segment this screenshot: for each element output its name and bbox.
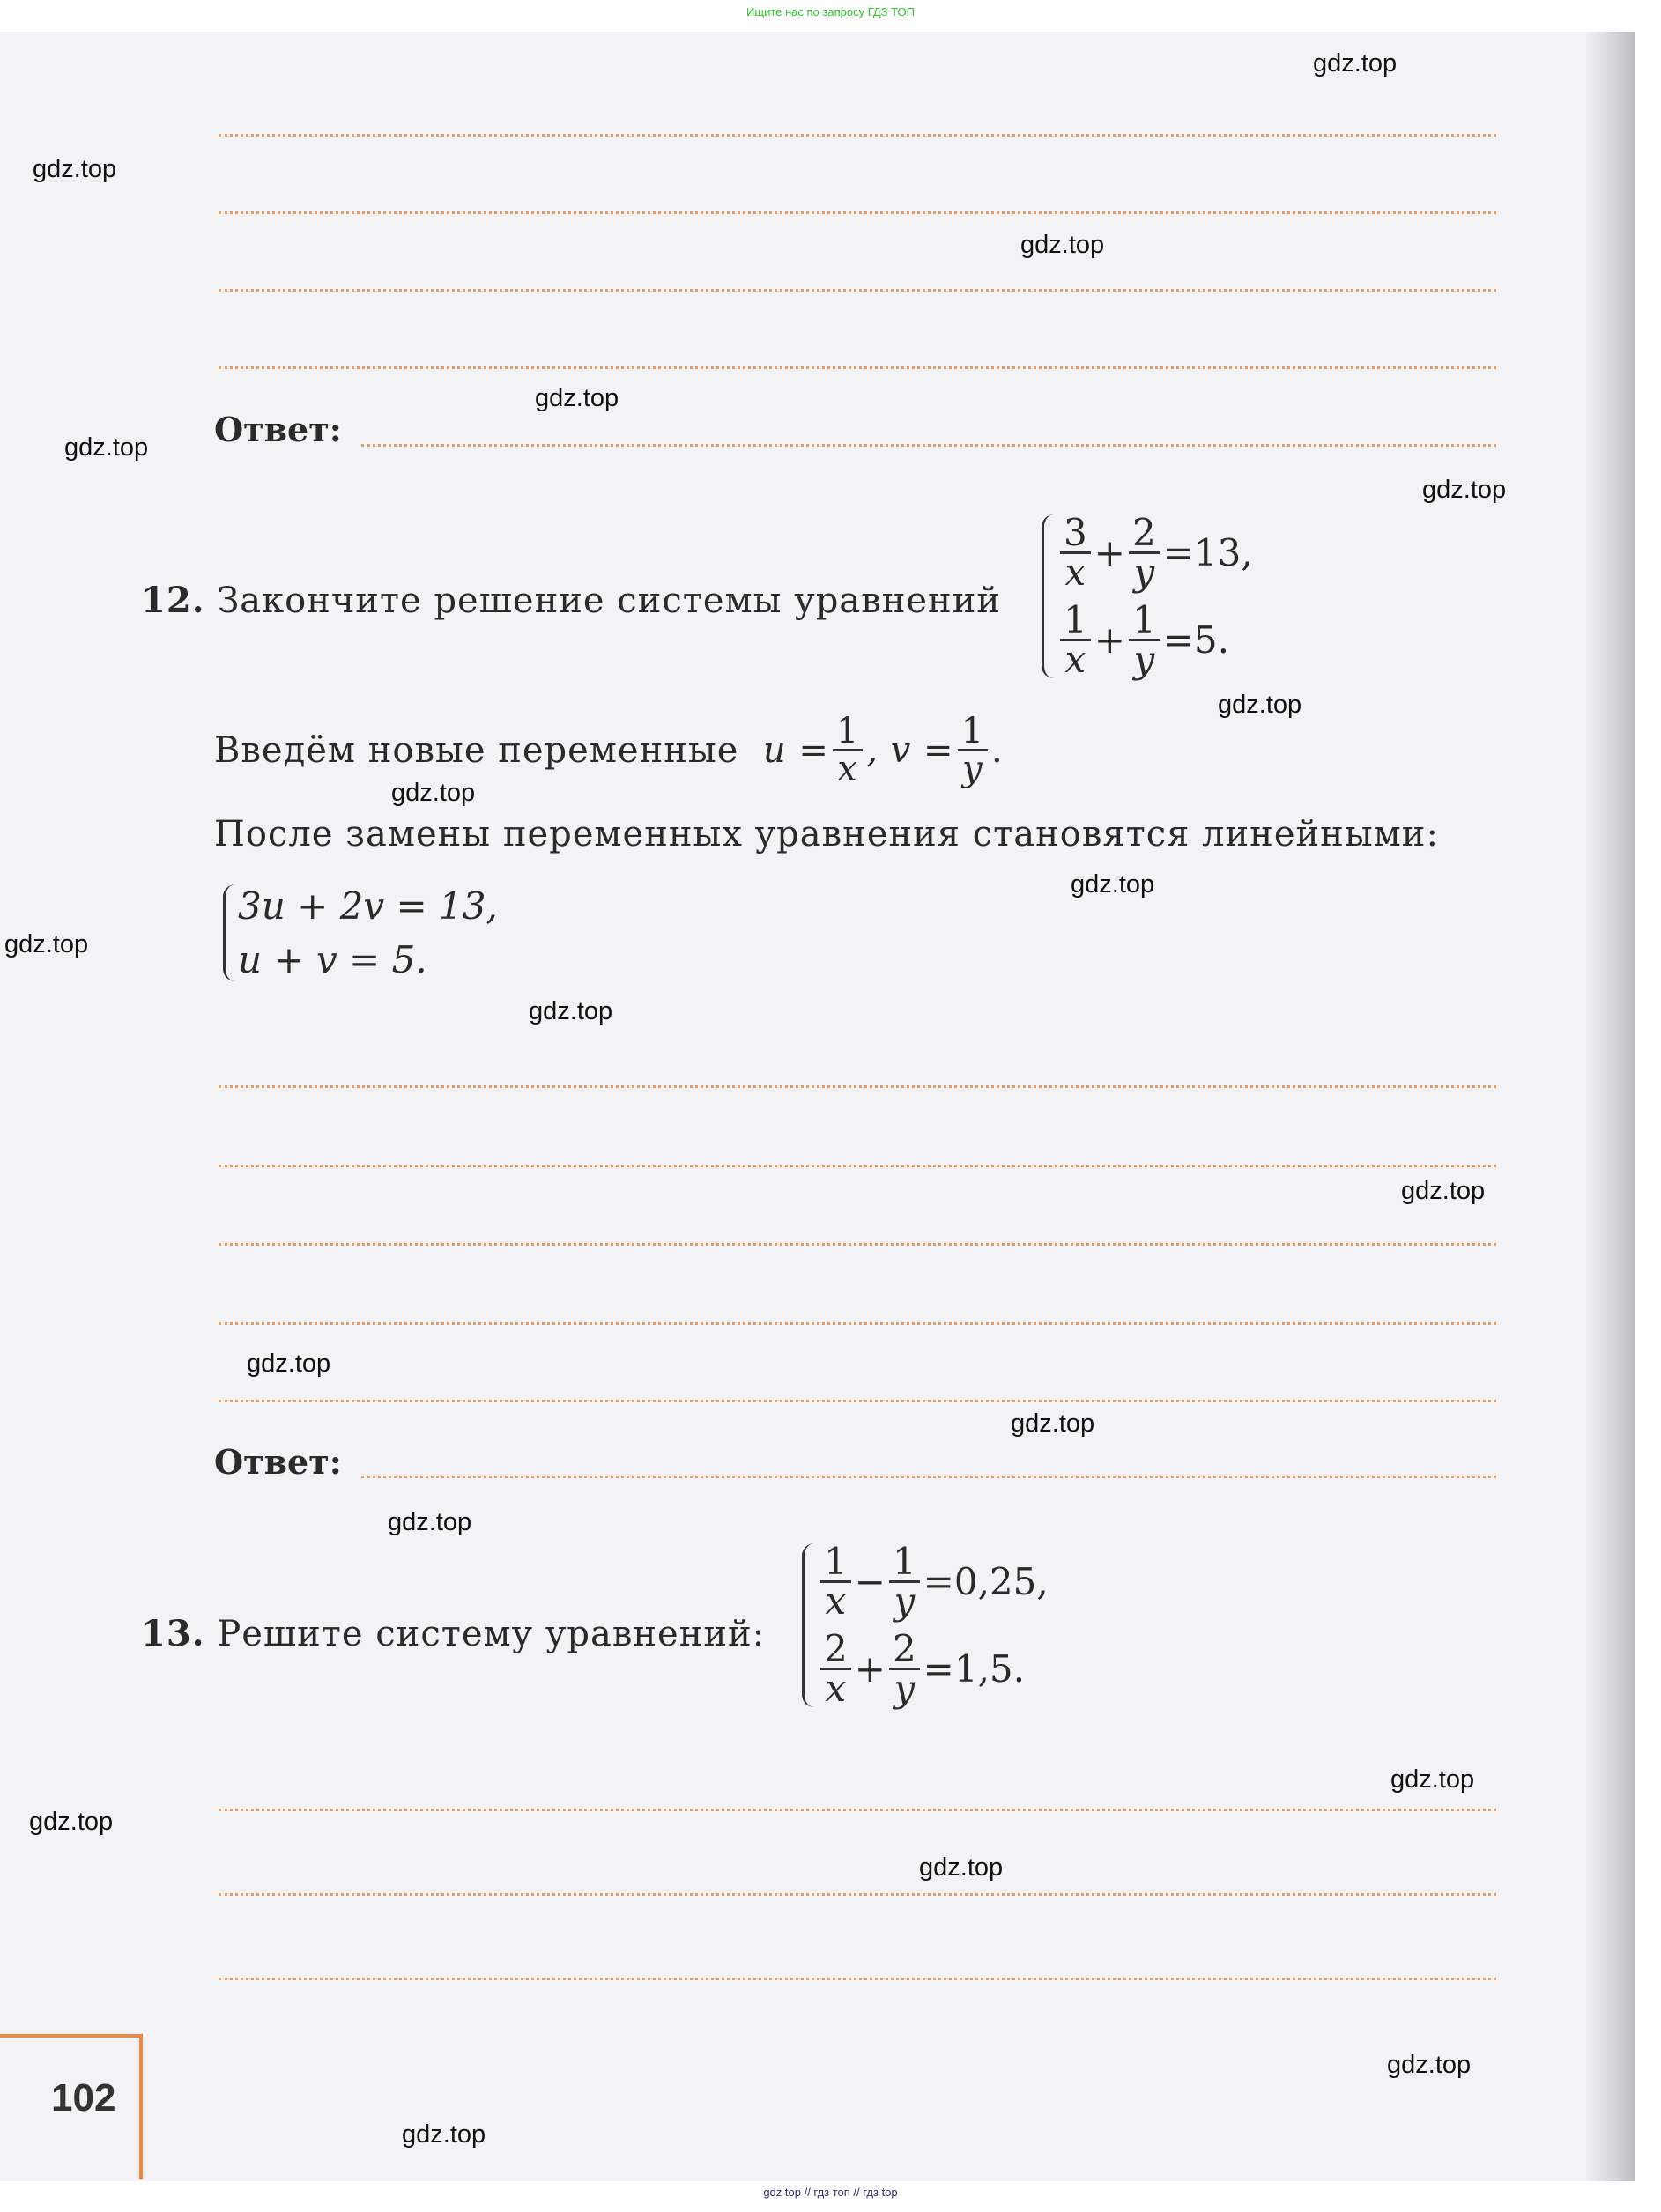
answer-line [219, 134, 1496, 137]
problem-number: 13. [141, 1613, 205, 1654]
answer-line [361, 444, 1496, 447]
watermark: gdz.top [529, 997, 613, 1025]
watermark: gdz.top [1218, 691, 1302, 719]
watermark: gdz.top [1071, 870, 1155, 899]
answer-line [219, 289, 1496, 292]
watermark: gdz.top [535, 384, 619, 412]
footer-links[interactable]: gdz top // гдз топ // гдз top [763, 2186, 898, 2199]
page-number: 102 [0, 2034, 143, 2179]
problem-12-heading [141, 580, 1001, 621]
page-edge-shadow [1586, 32, 1635, 2181]
watermark: gdz.top [29, 1808, 114, 1836]
equation-system-13: 1 x − $\frac{1}{y}$ =0,25, 2 x + $\frac{2}{y}$ =1,5. [802, 1543, 1049, 1707]
watermark: gdz.top [4, 930, 89, 958]
answer-line [219, 1165, 1496, 1167]
answer-line [219, 1978, 1496, 1980]
watermark: gdz.top [1020, 231, 1105, 259]
search-banner[interactable]: Ищите нас по запросу ГДЗ ТОП [746, 5, 915, 18]
answer-line [219, 211, 1496, 214]
watermark: gdz.top [388, 1508, 472, 1536]
watermark: gdz.top [402, 2120, 486, 2149]
answer-line [219, 1893, 1496, 1896]
answer-line [219, 366, 1496, 369]
linear-system: 3u + 2v = 13, u + v = 5. [223, 884, 498, 981]
equation-system-12: 3 x + $\frac{2}{y}$ =13, 1 x + $\frac{1}{y}$ =5. [1042, 514, 1253, 678]
workbook-page [0, 32, 1635, 2181]
watermark: gdz.top [1390, 1765, 1475, 1794]
linear-note: После замены переменных уравнения становятся линейными: [214, 814, 1439, 854]
watermark: gdz.top [1387, 2051, 1472, 2079]
problem-text: Решите систему уравнений: [217, 1614, 766, 1654]
answer-line [219, 1243, 1496, 1246]
answer-label: Ответ: [214, 410, 342, 449]
watermark: gdz.top [919, 1853, 1004, 1882]
watermark: gdz.top [1401, 1177, 1486, 1205]
answer-line [219, 1322, 1496, 1325]
substitution-line: Введём новые переменные u = $\frac{1}{x}$ , v = $\frac{1}{y}$ . [214, 711, 1004, 789]
answer-line [219, 1085, 1496, 1088]
answer-line [219, 1400, 1496, 1402]
watermark: gdz.top [64, 433, 149, 462]
problem-text: Закончите решение системы уравнений [217, 581, 1002, 621]
watermark: gdz.top [1011, 1409, 1095, 1438]
watermark: gdz.top [1422, 476, 1507, 504]
answer-line [361, 1476, 1496, 1478]
problem-13-heading [141, 1613, 765, 1654]
watermark: gdz.top [1313, 49, 1398, 78]
watermark: gdz.top [247, 1350, 331, 1378]
problem-number: 12. [141, 580, 205, 621]
watermark: gdz.top [33, 155, 117, 183]
watermark: gdz.top [391, 779, 476, 807]
answer-line [219, 1809, 1496, 1811]
answer-label: Ответ: [214, 1442, 342, 1482]
